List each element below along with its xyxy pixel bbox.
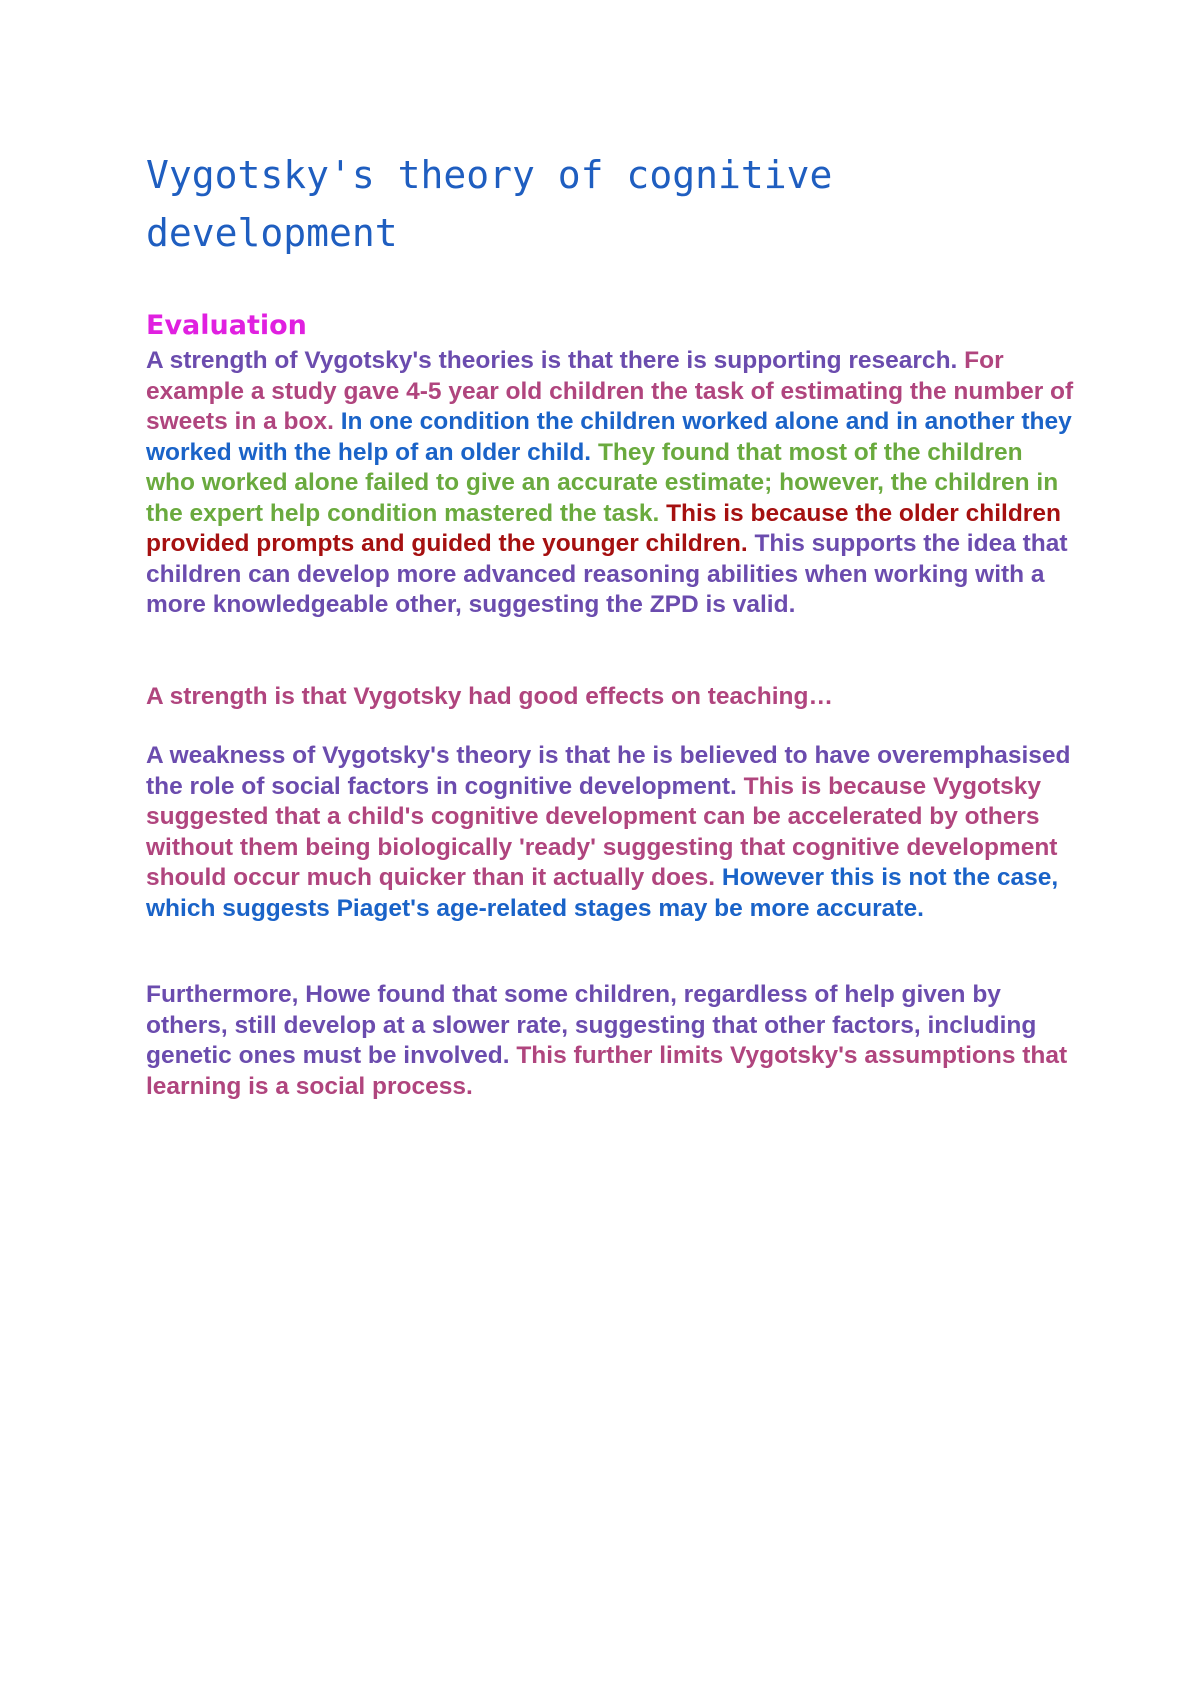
text-segment: This supports the idea that children can develop more advanced reasoning abilities when working with a more knowledgeable other, suggesting the ZPD is valid. <box>146 530 1068 618</box>
text-segment: However this is not the case, which suggests Piaget's age-related stages may be more accurate. <box>146 864 1059 922</box>
paragraph-weakness-social-factors <box>146 741 1076 924</box>
text-segment: A strength is that Vygotsky had good effects on teaching… <box>146 683 833 710</box>
paragraph-howe-findings <box>146 980 1076 1102</box>
text-segment: A weakness of Vygotsky's theory is that he is believed to have overemphasised the role of social factors in cognitive development. <box>146 742 1071 800</box>
text-segment: Furthermore, Howe found that some children, regardless of help given by others, still develop at a slower rate, suggesting that other factors, including genetic ones must be involved. <box>146 981 1037 1069</box>
document-title: Vygotsky's theory of cognitive development <box>146 153 833 255</box>
section-heading-evaluation: Evaluation <box>146 310 307 341</box>
text-segment: This further limits Vygotsky's assumptions that learning is a social process. <box>146 1042 1068 1100</box>
text-segment: In one condition the children worked alone and in another they worked with the help of an older child. <box>146 408 1072 466</box>
paragraph-teaching-effects <box>146 682 1076 713</box>
text-segment: They found that most of the children who worked alone failed to give an accurate estimate; however, the children in the expert help condition mastered the task. <box>146 438 1059 527</box>
text-segment: For example a study gave 4-5 year old children the task of estimating the number of sweets in a box. <box>146 347 1074 435</box>
text-segment: A strength of Vygotsky's theories is that there is supporting research. <box>146 347 958 374</box>
paragraph-supporting-research <box>146 346 1076 621</box>
text-segment: This is because Vygotsky suggested that a child's cognitive development can be accelerated by others without them being biologically 'ready' suggesting that cognitive development should occur much quicker than it actually does. <box>146 772 1058 891</box>
text-segment: This is because the older children provided prompts and guided the younger children. <box>146 499 1061 557</box>
